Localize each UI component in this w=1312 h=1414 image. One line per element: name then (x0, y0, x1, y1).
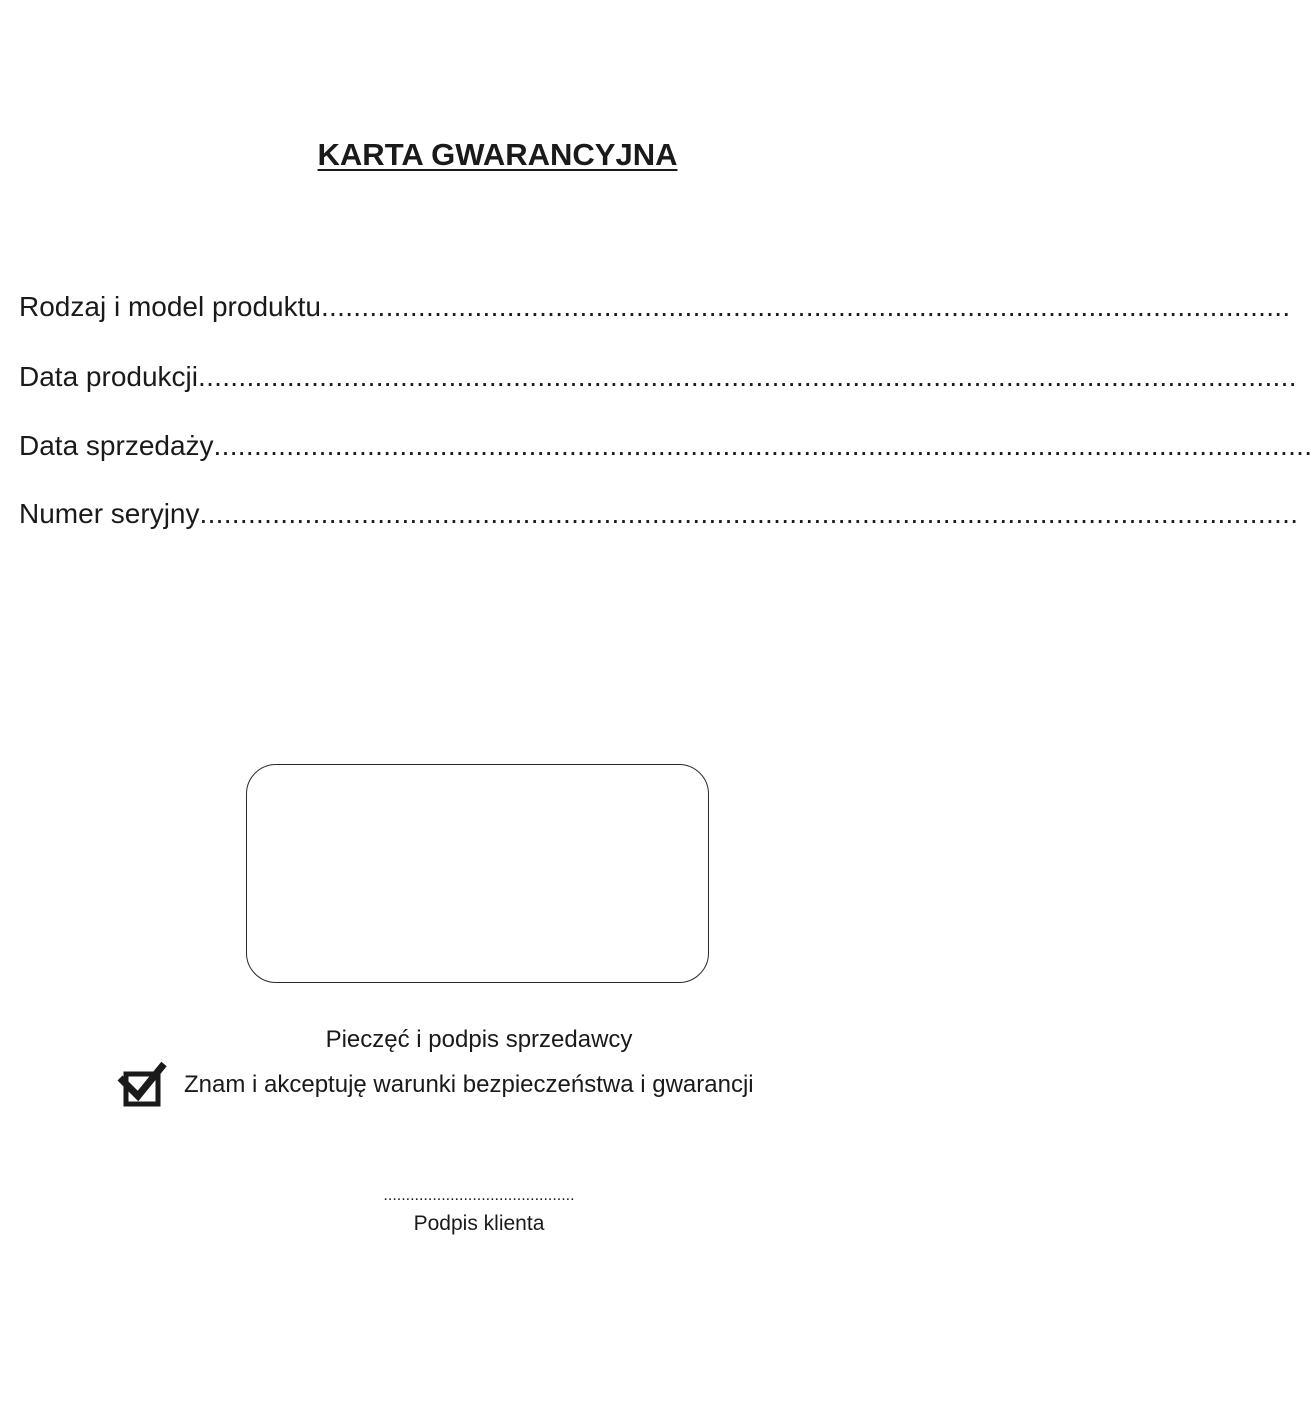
seller-stamp-caption: Pieczęć i podpis sprzedawcy (325, 1026, 633, 1053)
signature-label: Podpis klienta (413, 1212, 545, 1235)
field-serial-number[interactable] (19, 494, 1299, 534)
consent-row[interactable] (118, 1062, 754, 1108)
field-label: Data sprzedaży (19, 430, 214, 461)
field-label: Data produkcji (19, 361, 198, 392)
document-title (0, 136, 995, 174)
field-dotted-line: ........................................................................................................................................ (197, 361, 1297, 392)
field-product-model[interactable] (19, 287, 1291, 327)
seller-stamp-box[interactable] (246, 764, 709, 983)
document-title-text: KARTA GWARANCYJNA (317, 137, 678, 172)
field-dotted-line: ........................................................................................................................ (320, 291, 1291, 322)
field-label: Rodzaj i model produktu (19, 291, 321, 322)
consent-label: Znam i akceptuję warunki bezpieczeństwa i gwarancji (184, 1071, 754, 1098)
field-label: Numer seryjny (19, 498, 200, 529)
checkbox-checked-icon[interactable] (118, 1062, 168, 1108)
field-dotted-line: ........................................................................................................................................ (213, 430, 1312, 461)
field-sale-date[interactable] (19, 426, 1312, 466)
field-production-date[interactable] (19, 357, 1297, 397)
field-dotted-line: ........................................................................................................................................ (199, 498, 1299, 529)
signature-line[interactable]: ........................................... (383, 1187, 575, 1204)
